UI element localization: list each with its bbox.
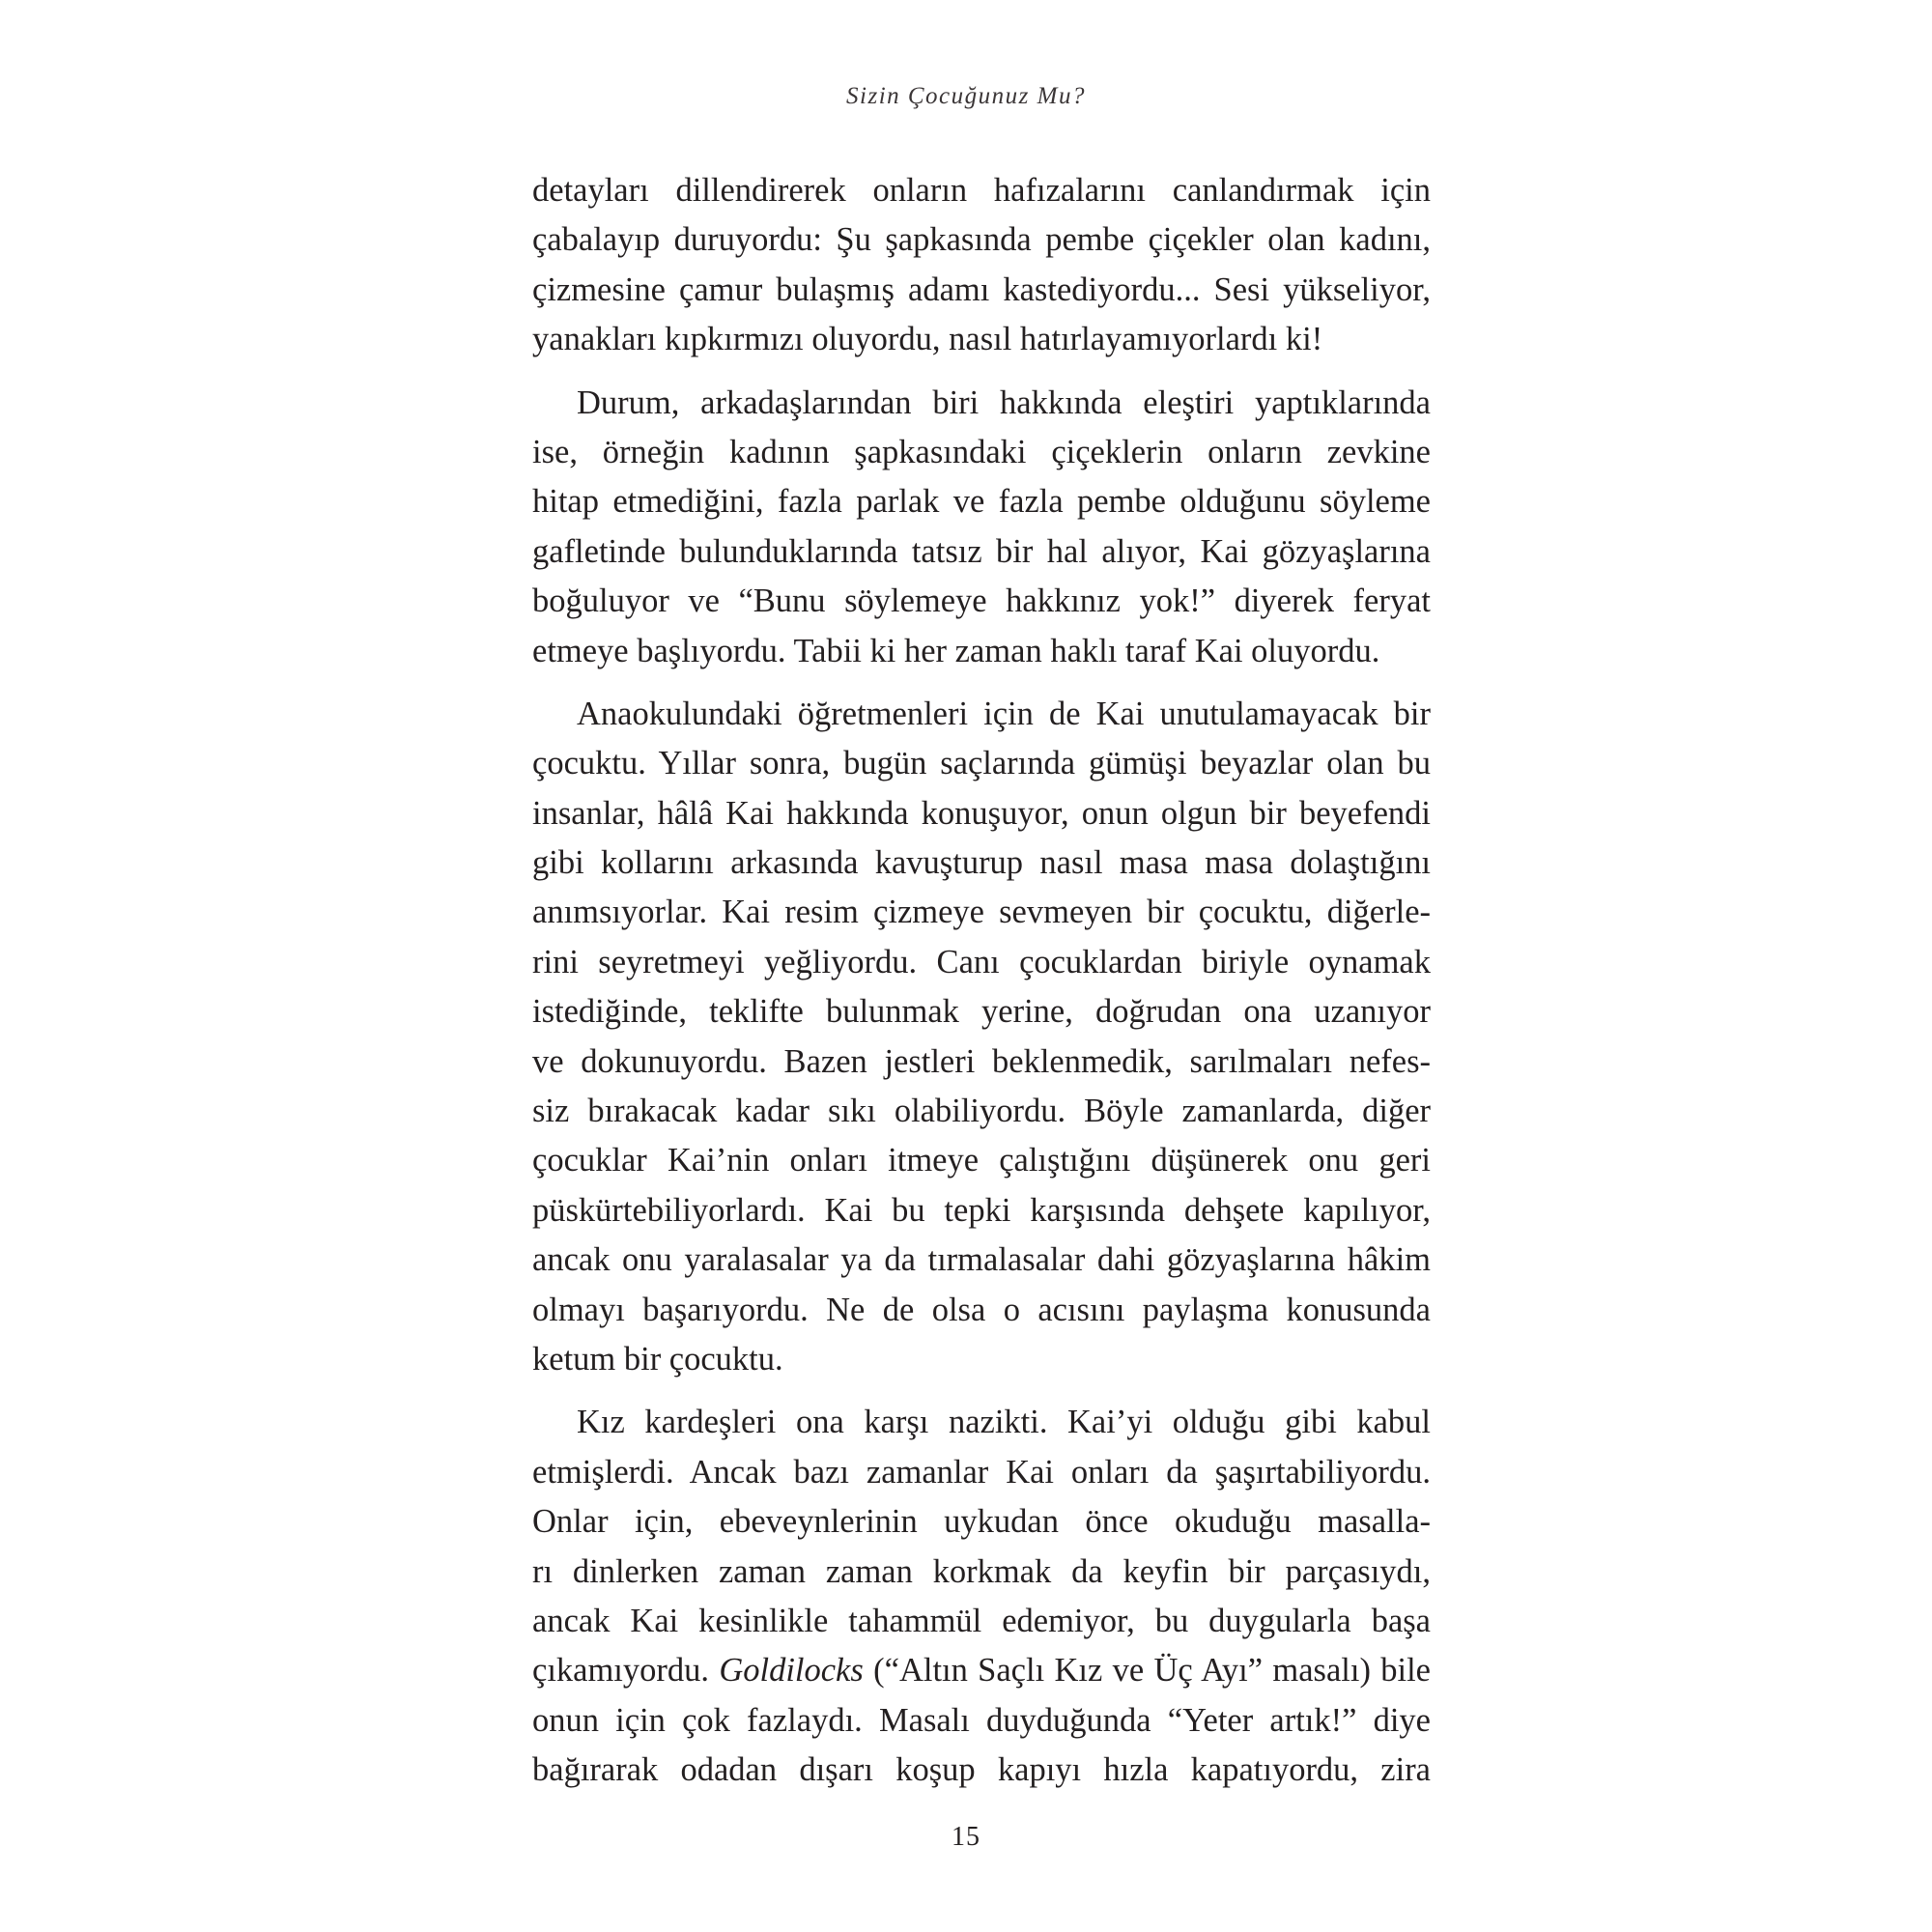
text-line: Anaokulundaki öğretmenleri için de Kai unutulamayacak bir	[577, 695, 1431, 732]
text-line: gibi kollarını arkasında kavuşturup nasıl masa masa dolaştığını	[532, 844, 1431, 882]
text-line: Kız kardeşleri ona karşı nazikti. Kai’yi olduğu gibi kabul	[577, 1404, 1431, 1441]
paragraph	[532, 379, 1431, 676]
text-line: onun için çok fazlaydı. Masalı duyduğunda “Yeter artık!” diye	[532, 1701, 1431, 1739]
text-line: çocuktu. Yıllar sonra, bugün saçlarında gümüşi beyazlar olan bu	[532, 745, 1431, 782]
text-run: (“Altın Saçlı Kız ve Üç Ayı” masalı) bile	[863, 1652, 1431, 1690]
text-line: Durum, arkadaşlarından biri hakkında eleştiri yaptıklarında	[577, 384, 1431, 421]
text-line: detayları dillendirerek onların hafızalarını canlandırmak için	[532, 172, 1431, 209]
text-line: ise, örneğin kadının şapkasındaki çiçeklerin onların zevkine	[532, 433, 1431, 470]
paragraph	[532, 690, 1431, 1384]
text-line: ancak onu yaralasalar ya da tırmalasalar dahi gözyaşlarına hâkim	[532, 1241, 1431, 1279]
text-line: boğuluyor ve “Bunu söylemeye hakkınız yok!” diyerek feryat	[532, 582, 1431, 620]
text-line: püskürtebiliyorlardı. Kai bu tepki karşısında dehşete kapılıyor,	[532, 1191, 1431, 1229]
text-line: ancak Kai kesinlikle tahammül edemiyor, bu duygularla başa	[532, 1602, 1431, 1639]
paragraph	[532, 166, 1431, 365]
paragraph	[532, 1398, 1431, 1795]
paragraph-gap	[532, 676, 1431, 690]
text-line: etmişlerdi. Ancak bazı zamanlar Kai onları da şaşırtabiliyordu.	[532, 1453, 1431, 1491]
text-line: siz bırakacak kadar sıkı olabiliyordu. Böyle zamanlarda, diğer	[532, 1093, 1431, 1130]
paragraph-gap	[532, 365, 1431, 379]
running-head: Sizin Çocuğunuz Mu?	[846, 83, 1086, 109]
text-line: insanlar, hâlâ Kai hakkında konuşuyor, onun olgun bir beyefendi	[532, 794, 1431, 832]
text-line: Onlar için, ebeveynlerinin uykudan önce okuduğu masalla-	[532, 1503, 1431, 1541]
page-number: 15	[952, 1822, 980, 1852]
text-line: çocuklar Kai’nin onları itmeye çalıştığını düşünerek onu geri	[532, 1142, 1431, 1179]
text-line: çabalayıp duruyordu: Şu şapkasında pembe çiçekler olan kadını,	[532, 221, 1431, 259]
text-line: ketum bir çocuktu.	[532, 1340, 783, 1378]
text-line: etmeye başlıyordu. Tabii ki her zaman haklı taraf Kai oluyordu.	[532, 632, 1380, 669]
text-line: ve dokunuyordu. Bazen jestleri beklenmedik, sarılmaları nefes-	[532, 1042, 1431, 1080]
text-line: bağırarak odadan dışarı koşup kapıyı hızla kapatıyordu, zira	[532, 1751, 1431, 1789]
text-line: istediğinde, teklifte bulunmak yerine, doğrudan ona uzanıyor	[532, 993, 1431, 1031]
body-text	[532, 166, 1431, 1796]
text-line: anımsıyorlar. Kai resim çizmeye sevmeyen bir çocuktu, diğerle-	[532, 894, 1431, 931]
book-title-italic: Goldilocks	[719, 1652, 864, 1690]
text-line: çizmesine çamur bulaşmış adamı kastediyordu... Sesi yükseliyor,	[532, 270, 1431, 308]
text-line: gafletinde bulunduklarında tatsız bir hal alıyor, Kai gözyaşlarına	[532, 532, 1431, 570]
text-run: çıkamıyordu.	[532, 1652, 720, 1690]
text-line	[532, 1646, 1431, 1695]
text-line: yanakları kıpkırmızı oluyordu, nasıl hatırlayamıyorlardı ki!	[532, 321, 1323, 358]
paragraph-gap	[532, 1384, 1431, 1398]
text-line: hitap etmediğini, fazla parlak ve fazla pembe olduğunu söyleme	[532, 483, 1431, 521]
text-line: olmayı başarıyordu. Ne de olsa o acısını paylaşma konusunda	[532, 1291, 1431, 1328]
text-line: rı dinlerken zaman zaman korkmak da keyfin bir parçasıydı,	[532, 1552, 1431, 1590]
text-line: rini seyretmeyi yeğliyordu. Canı çocuklardan biriyle oynamak	[532, 943, 1431, 980]
